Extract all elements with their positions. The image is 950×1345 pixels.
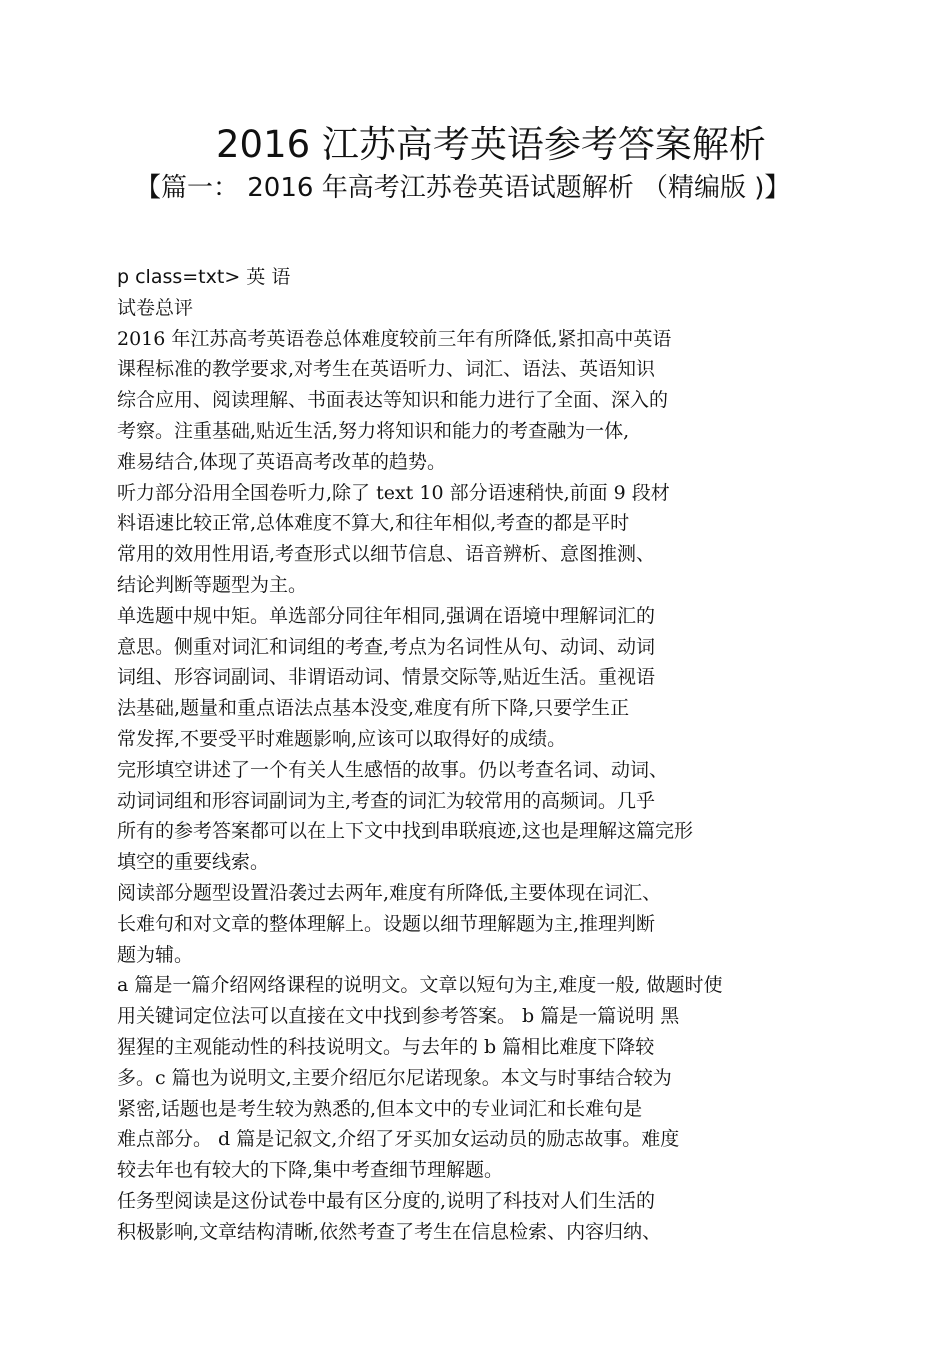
body-line: 2016 年江苏高考英语卷总体难度较前三年有所降低,紧扣高中英语 bbox=[117, 327, 672, 350]
body-line: 动词词组和形容词副词为主,考查的词汇为较常用的高频词。几乎 bbox=[117, 789, 656, 812]
body-line: 多。c 篇也为说明文,主要介绍厄尔尼诺现象。本文与时事结合较为 bbox=[117, 1066, 672, 1089]
body-line: 阅读部分题型设置沿袭过去两年,难度有所降低,主要体现在词汇、 bbox=[117, 881, 662, 904]
document-title: 2016 江苏高考英语参考答案解析 bbox=[216, 123, 766, 166]
body-line: 完形填空讲述了一个有关人生感悟的故事。仍以考查名词、动词、 bbox=[117, 758, 669, 781]
document-subtitle: 【篇一： 2016 年高考江苏卷英语试题解析 （精编版 )】 bbox=[135, 173, 791, 203]
body-line: 常发挥,不要受平时难题影响,应该可以取得好的成绩。 bbox=[117, 727, 567, 750]
body-line: 意思。侧重对词汇和词组的考查,考点为名词性从句、动词、动词 bbox=[117, 635, 656, 658]
body-line: 单选题中规中矩。单选部分同往年相同,强调在语境中理解词汇的 bbox=[117, 604, 656, 627]
body-line: 难易结合,体现了英语高考改革的趋势。 bbox=[117, 450, 447, 473]
body-line: 填空的重要线索。 bbox=[117, 851, 270, 874]
body-line: 课程标准的教学要求,对考生在英语听力、词汇、语法、英语知识 bbox=[117, 358, 656, 381]
body-line: 紧密,话题也是考生较为熟悉的,但本文中的专业词汇和长难句是 bbox=[117, 1097, 643, 1120]
body-line: 综合应用、阅读理解、书面表达等知识和能力进行了全面、深入的 bbox=[117, 389, 669, 412]
body-line: 题为辅。 bbox=[117, 943, 194, 966]
body-line: 所有的参考答案都可以在上下文中找到串联痕迹,这也是理解这篇完形 bbox=[117, 820, 694, 843]
body-line: 结论判断等题型为主。 bbox=[117, 573, 308, 596]
body-line: 难点部分。 d 篇是记叙文,介绍了牙买加女运动员的励志故事。难度 bbox=[117, 1128, 680, 1151]
body-line: p class=txt> 英 语 bbox=[117, 266, 291, 288]
body-line: 料语速比较正常,总体难度不算大,和往年相似,考查的都是平时 bbox=[117, 512, 630, 535]
body-line: 听力部分沿用全国卷听力,除了 text 10 部分语速稍快,前面 9 段材 bbox=[117, 481, 670, 504]
body-line: 猩猩的主观能动性的科技说明文。与去年的 b 篇相比难度下降较 bbox=[117, 1035, 655, 1058]
body-line: 试卷总评 bbox=[117, 296, 194, 319]
body-line: 常用的效用性用语,考查形式以细节信息、语音辨析、意图推测、 bbox=[117, 543, 656, 566]
body-line: 考察。注重基础,贴近生活,努力将知识和能力的考查融为一体, bbox=[117, 419, 630, 442]
body-line: a 篇是一篇介绍网络课程的说明文。文章以短句为主,难度一般, 做题时使 bbox=[117, 974, 723, 997]
body-line: 较去年也有较大的下降,集中考查细节理解题。 bbox=[117, 1159, 504, 1182]
body-line: 长难句和对文章的整体理解上。设题以细节理解题为主,推理判断 bbox=[117, 912, 656, 935]
body-line: 任务型阅读是这份试卷中最有区分度的,说明了科技对人们生活的 bbox=[117, 1189, 656, 1212]
body-line: 法基础,题量和重点语法点基本没变,难度有所下降,只要学生正 bbox=[117, 697, 630, 720]
body-line: 积极影响,文章结构清晰,依然考查了考生在信息检索、内容归纳、 bbox=[117, 1220, 662, 1243]
document-body bbox=[117, 262, 837, 1248]
body-line: 用关键词定位法可以直接在文中找到参考答案。 b 篇是一篇说明 黑 bbox=[117, 1005, 680, 1028]
body-line: 词组、形容词副词、非谓语动词、情景交际等,贴近生活。重视语 bbox=[117, 666, 656, 689]
